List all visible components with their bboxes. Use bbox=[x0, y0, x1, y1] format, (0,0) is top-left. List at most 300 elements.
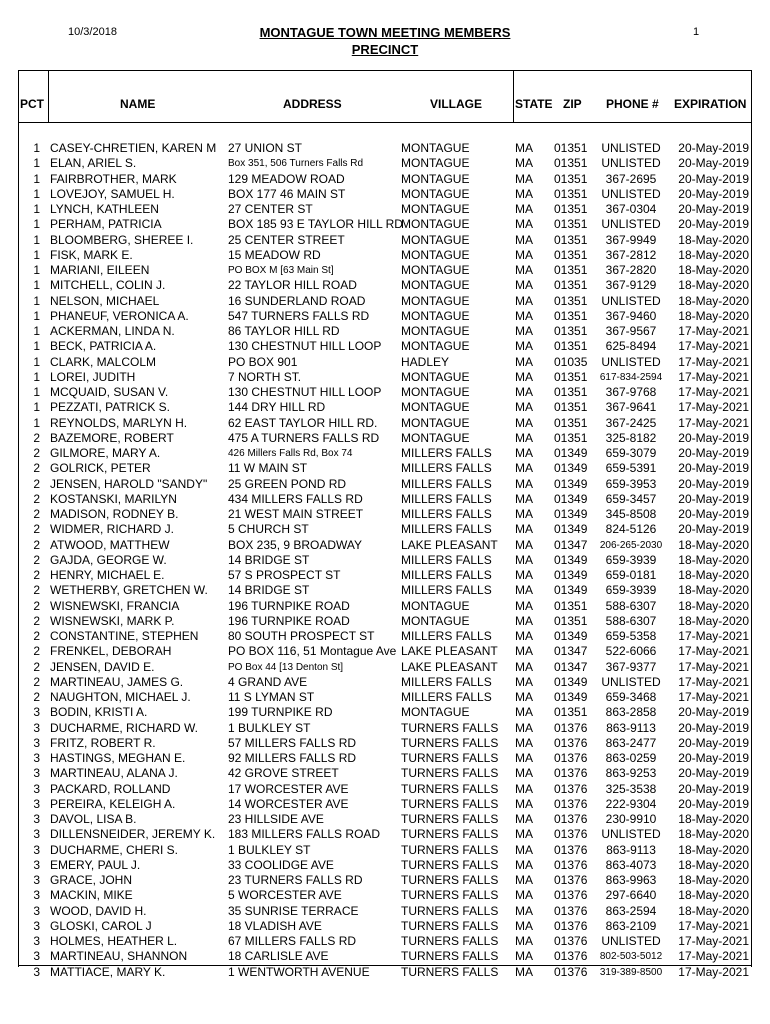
table-row bbox=[18, 355, 751, 370]
village-cell: MILLERS FALLS bbox=[401, 476, 492, 491]
zip-cell: 01376 bbox=[554, 796, 588, 811]
expiration-cell: 18-May-2020 bbox=[678, 552, 749, 567]
zip-cell: 01351 bbox=[554, 324, 588, 338]
expiration-cell: 20-May-2019 bbox=[678, 507, 749, 521]
village-cell: TURNERS FALLS bbox=[401, 751, 499, 765]
name-cell: GLOSKI, CAROL J bbox=[50, 918, 152, 933]
village-cell: TURNERS FALLS bbox=[401, 720, 499, 735]
zip-cell: 01347 bbox=[554, 537, 588, 552]
expiration-cell: 20-May-2019 bbox=[678, 141, 749, 155]
address-cell: 33 COOLIDGE AVE bbox=[228, 857, 334, 872]
phone-cell: 367-2812 bbox=[605, 247, 657, 262]
pct-cell: 2 bbox=[33, 568, 40, 582]
state-cell: MA bbox=[515, 751, 533, 765]
expiration-cell: 17-May-2021 bbox=[678, 918, 749, 933]
state-cell: MA bbox=[515, 735, 533, 750]
state-cell: MA bbox=[515, 705, 533, 720]
zip-cell: 01351 bbox=[554, 202, 588, 216]
pct-cell: 3 bbox=[33, 827, 40, 842]
name-cell: NELSON, MICHAEL bbox=[50, 293, 160, 308]
state-cell: MA bbox=[515, 461, 533, 476]
pct-cell: 2 bbox=[33, 583, 40, 598]
zip-cell: 01349 bbox=[554, 674, 588, 689]
state-cell: MA bbox=[515, 430, 533, 445]
table-row bbox=[18, 873, 751, 888]
address-cell: 475 A TURNERS FALLS RD bbox=[228, 430, 380, 445]
pct-cell: 1 bbox=[33, 278, 40, 293]
zip-cell: 01351 bbox=[554, 293, 588, 308]
pct-cell: 1 bbox=[33, 141, 40, 155]
expiration-cell: 20-May-2019 bbox=[678, 705, 749, 720]
village-cell: MILLERS FALLS bbox=[401, 629, 492, 643]
state-cell: MA bbox=[515, 385, 533, 399]
zip-cell: 01376 bbox=[554, 934, 588, 948]
phone-cell: UNLISTED bbox=[601, 354, 661, 369]
name-cell: WOOD, DAVID H. bbox=[50, 903, 147, 918]
village-cell: MONTAGUE bbox=[401, 141, 470, 155]
phone-cell: 367-9567 bbox=[605, 324, 657, 338]
table-row bbox=[18, 949, 751, 964]
phone-cell: 367-9460 bbox=[605, 308, 657, 323]
pct-cell: 2 bbox=[33, 629, 40, 643]
phone-cell: 863-9253 bbox=[605, 766, 657, 781]
address-cell: 1 BULKLEY ST bbox=[228, 842, 311, 857]
expiration-cell: 20-May-2019 bbox=[678, 430, 749, 445]
phone-cell: 617-834-2594 bbox=[599, 371, 663, 383]
expiration-cell: 20-May-2019 bbox=[678, 156, 749, 171]
state-cell: MA bbox=[515, 934, 533, 948]
phone-cell: 588-6307 bbox=[605, 598, 657, 613]
name-cell: FAIRBROTHER, MARK bbox=[50, 171, 177, 186]
zip-cell: 01351 bbox=[554, 369, 588, 384]
zip-cell: 01351 bbox=[554, 430, 588, 445]
zip-cell: 01349 bbox=[554, 491, 588, 506]
name-cell: KOSTANSKI, MARILYN bbox=[50, 491, 177, 506]
zip-cell: 01351 bbox=[554, 613, 588, 628]
pct-cell: 3 bbox=[33, 888, 40, 903]
expiration-cell: 17-May-2021 bbox=[678, 674, 749, 689]
zip-cell: 01349 bbox=[554, 568, 588, 582]
address-cell: 22 TAYLOR HILL ROAD bbox=[228, 278, 357, 293]
state-cell: MA bbox=[515, 629, 533, 643]
name-cell: GILMORE, MARY A. bbox=[50, 446, 161, 460]
phone-cell: 659-0181 bbox=[605, 568, 657, 582]
address-cell: 92 MILLERS FALLS RD bbox=[228, 751, 357, 765]
address-cell: 80 SOUTH PROSPECT ST bbox=[228, 629, 375, 643]
phone-cell: 367-9641 bbox=[605, 400, 657, 415]
village-cell: MONTAGUE bbox=[401, 339, 470, 354]
village-cell: MONTAGUE bbox=[401, 186, 470, 201]
name-cell: MITCHELL, COLIN J. bbox=[50, 278, 166, 293]
village-cell: TURNERS FALLS bbox=[401, 857, 499, 872]
state-cell: MA bbox=[515, 964, 533, 979]
table-row bbox=[18, 629, 751, 644]
table-row bbox=[18, 690, 751, 705]
phone-cell: 625-8494 bbox=[605, 339, 657, 354]
phone-cell: 863-2109 bbox=[605, 918, 657, 933]
state-cell: MA bbox=[515, 690, 533, 704]
phone-cell: 588-6307 bbox=[605, 613, 657, 628]
table-row bbox=[18, 965, 751, 980]
name-cell: BAZEMORE, ROBERT bbox=[50, 430, 174, 445]
table-row bbox=[18, 477, 751, 492]
pct-cell: 1 bbox=[33, 232, 40, 247]
state-cell: MA bbox=[515, 415, 533, 430]
name-cell: ACKERMAN, LINDA N. bbox=[50, 324, 175, 338]
table-row bbox=[18, 751, 751, 766]
zip-cell: 01349 bbox=[554, 583, 588, 598]
table-row bbox=[18, 568, 751, 583]
pct-cell: 2 bbox=[33, 690, 40, 704]
name-cell: MARTINEAU, SHANNON bbox=[50, 949, 188, 964]
state-cell: MA bbox=[515, 171, 533, 186]
column-header-name: NAME bbox=[120, 97, 156, 111]
state-cell: MA bbox=[515, 812, 533, 826]
zip-cell: 01376 bbox=[554, 812, 588, 826]
phone-cell: 367-9768 bbox=[605, 385, 657, 399]
table-row bbox=[18, 446, 751, 461]
name-cell: CONSTANTINE, STEPHEN bbox=[50, 629, 199, 643]
pct-cell: 3 bbox=[33, 705, 40, 720]
pct-cell: 3 bbox=[33, 964, 40, 979]
table-row bbox=[18, 339, 751, 354]
expiration-cell: 17-May-2021 bbox=[678, 369, 749, 384]
phone-cell: 297-6640 bbox=[605, 888, 657, 903]
name-cell: PERHAM, PATRICIA bbox=[50, 217, 162, 232]
state-cell: MA bbox=[515, 644, 533, 659]
zip-cell: 01351 bbox=[554, 705, 588, 720]
village-cell: MILLERS FALLS bbox=[401, 491, 492, 506]
village-cell: MONTAGUE bbox=[401, 247, 470, 262]
phone-cell: 863-9113 bbox=[606, 842, 656, 857]
village-cell: MILLERS FALLS bbox=[401, 507, 492, 521]
zip-cell: 01351 bbox=[554, 141, 588, 155]
zip-cell: 01349 bbox=[554, 476, 588, 491]
village-cell: MONTAGUE bbox=[401, 263, 470, 277]
state-cell: MA bbox=[515, 491, 533, 506]
zip-cell: 01376 bbox=[554, 781, 588, 796]
village-cell: MONTAGUE bbox=[401, 278, 470, 293]
address-cell: 21 WEST MAIN STREET bbox=[228, 507, 364, 521]
name-cell: BLOOMBERG, SHEREE I. bbox=[50, 232, 194, 247]
address-cell: Box 351, 506 Turners Falls Rd bbox=[228, 158, 364, 170]
village-cell: MILLERS FALLS bbox=[401, 522, 492, 537]
address-cell: 4 GRAND AVE bbox=[228, 674, 308, 689]
name-cell: DUCHARME, CHERI S. bbox=[50, 842, 179, 857]
expiration-cell: 20-May-2019 bbox=[678, 446, 749, 460]
village-cell: HADLEY bbox=[401, 354, 450, 369]
village-cell: MILLERS FALLS bbox=[401, 446, 492, 460]
expiration-cell: 20-May-2019 bbox=[678, 476, 749, 491]
zip-cell: 01351 bbox=[554, 278, 588, 293]
state-cell: MA bbox=[515, 308, 533, 323]
expiration-cell: 17-May-2021 bbox=[678, 385, 749, 399]
pct-cell: 1 bbox=[33, 263, 40, 277]
table-row bbox=[18, 766, 751, 781]
zip-cell: 01376 bbox=[554, 827, 588, 842]
name-cell: PHANEUF, VERONICA A. bbox=[50, 308, 189, 323]
state-cell: MA bbox=[515, 796, 533, 811]
address-cell: 42 GROVE STREET bbox=[228, 766, 339, 781]
expiration-cell: 17-May-2021 bbox=[678, 629, 749, 643]
name-cell: CASEY-CHRETIEN, KAREN M bbox=[50, 141, 217, 155]
table-row bbox=[18, 644, 751, 659]
phone-cell: UNLISTED bbox=[601, 156, 661, 171]
village-cell: TURNERS FALLS bbox=[401, 812, 499, 826]
table-row bbox=[18, 614, 751, 629]
address-cell: 57 MILLERS FALLS RD bbox=[228, 735, 357, 750]
table-row bbox=[18, 431, 751, 446]
village-cell: MONTAGUE bbox=[401, 415, 470, 430]
table-row bbox=[18, 919, 751, 934]
name-cell: PACKARD, ROLLAND bbox=[50, 781, 171, 796]
phone-cell: 367-2695 bbox=[605, 171, 657, 186]
village-cell: MONTAGUE bbox=[401, 324, 470, 338]
phone-cell: 863-9113 bbox=[606, 720, 656, 735]
zip-cell: 01376 bbox=[554, 888, 588, 903]
phone-cell: UNLISTED bbox=[601, 217, 661, 232]
address-cell: 196 TURNPIKE ROAD bbox=[228, 613, 350, 628]
name-cell: WISNEWSKI, FRANCIA bbox=[50, 598, 180, 613]
zip-cell: 01351 bbox=[554, 385, 588, 399]
address-cell: 25 CENTER STREET bbox=[228, 232, 345, 247]
village-cell: MONTAGUE bbox=[401, 400, 470, 415]
name-cell: CLARK, MALCOLM bbox=[50, 354, 157, 369]
state-cell: MA bbox=[515, 507, 533, 521]
expiration-cell: 18-May-2020 bbox=[678, 232, 749, 247]
phone-cell: 659-3939 bbox=[605, 583, 657, 598]
state-cell: MA bbox=[515, 949, 533, 964]
report-title-line1: MONTAGUE TOWN MEETING MEMBERS bbox=[259, 25, 511, 40]
expiration-cell: 17-May-2021 bbox=[678, 949, 749, 964]
table-row bbox=[18, 202, 751, 217]
expiration-cell: 20-May-2019 bbox=[678, 796, 749, 811]
address-cell: 57 S PROSPECT ST bbox=[228, 568, 341, 582]
table-row bbox=[18, 599, 751, 614]
expiration-cell: 20-May-2019 bbox=[678, 781, 749, 796]
zip-cell: 01351 bbox=[554, 232, 588, 247]
address-cell: 14 WORCESTER AVE bbox=[228, 796, 349, 811]
table-row bbox=[18, 827, 751, 842]
table-row bbox=[18, 187, 751, 202]
expiration-cell: 18-May-2020 bbox=[678, 247, 749, 262]
state-cell: MA bbox=[515, 766, 533, 781]
table-row bbox=[18, 461, 751, 476]
column-header-phone: PHONE # bbox=[606, 97, 659, 111]
pct-cell: 1 bbox=[33, 247, 40, 262]
address-cell: 547 TURNERS FALLS RD bbox=[228, 308, 370, 323]
address-cell: BOX 177 46 MAIN ST bbox=[228, 186, 346, 201]
village-cell: TURNERS FALLS bbox=[401, 949, 499, 964]
expiration-cell: 18-May-2020 bbox=[678, 583, 749, 598]
zip-cell: 01347 bbox=[554, 644, 588, 659]
address-cell: 144 DRY HILL RD bbox=[228, 400, 326, 415]
table-row bbox=[18, 797, 751, 812]
zip-cell: 01376 bbox=[554, 735, 588, 750]
pct-cell: 2 bbox=[33, 537, 40, 552]
name-cell: HENRY, MICHAEL E. bbox=[50, 568, 165, 582]
village-cell: MONTAGUE bbox=[401, 217, 470, 232]
page-number: 1 bbox=[693, 26, 700, 38]
address-cell: 14 BRIDGE ST bbox=[228, 583, 310, 598]
pct-cell: 2 bbox=[33, 491, 40, 506]
pct-cell: 1 bbox=[33, 171, 40, 186]
table-row bbox=[18, 263, 751, 278]
zip-cell: 01351 bbox=[554, 400, 588, 415]
name-cell: JENSEN, HAROLD "SANDY" bbox=[50, 476, 208, 491]
phone-cell: 325-8182 bbox=[605, 430, 657, 445]
name-cell: LOREI, JUDITH bbox=[50, 369, 136, 384]
expiration-cell: 17-May-2021 bbox=[678, 324, 749, 338]
expiration-cell: 17-May-2021 bbox=[678, 659, 749, 674]
expiration-cell: 18-May-2020 bbox=[678, 537, 749, 552]
address-cell: PO Box 44 [13 Denton St] bbox=[228, 661, 344, 673]
expiration-cell: 17-May-2021 bbox=[678, 415, 749, 430]
pct-cell: 2 bbox=[33, 507, 40, 521]
address-cell: 5 WORCESTER AVE bbox=[228, 888, 342, 903]
zip-cell: 01376 bbox=[554, 903, 588, 918]
phone-cell: 367-9377 bbox=[605, 659, 657, 674]
expiration-cell: 17-May-2021 bbox=[678, 400, 749, 415]
column-header-pct: PCT bbox=[20, 97, 44, 111]
state-cell: MA bbox=[515, 339, 533, 354]
village-cell: TURNERS FALLS bbox=[401, 735, 499, 750]
state-cell: MA bbox=[515, 293, 533, 308]
name-cell: HOLMES, HEATHER L. bbox=[50, 934, 178, 948]
name-cell: FRITZ, ROBERT R. bbox=[50, 735, 156, 750]
zip-cell: 01351 bbox=[554, 217, 588, 232]
state-cell: MA bbox=[515, 674, 533, 689]
phone-cell: 319-389-8500 bbox=[599, 966, 663, 978]
state-cell: MA bbox=[515, 781, 533, 796]
state-cell: MA bbox=[515, 842, 533, 857]
report-date: 10/3/2018 bbox=[68, 26, 117, 38]
state-cell: MA bbox=[515, 598, 533, 613]
expiration-cell: 18-May-2020 bbox=[678, 278, 749, 293]
state-cell: MA bbox=[515, 476, 533, 491]
table-row bbox=[18, 324, 751, 339]
address-cell: 15 MEADOW RD bbox=[228, 247, 321, 262]
zip-cell: 01376 bbox=[554, 918, 588, 933]
table-row bbox=[18, 156, 751, 171]
state-cell: MA bbox=[515, 659, 533, 674]
pct-cell: 3 bbox=[33, 903, 40, 918]
expiration-cell: 20-May-2019 bbox=[678, 751, 749, 765]
address-cell: BOX 185 93 E TAYLOR HILL RD bbox=[228, 217, 403, 232]
state-cell: MA bbox=[515, 873, 533, 887]
zip-cell: 01347 bbox=[554, 659, 588, 674]
village-cell: TURNERS FALLS bbox=[401, 766, 499, 781]
expiration-cell: 18-May-2020 bbox=[678, 827, 749, 842]
zip-cell: 01376 bbox=[554, 842, 588, 857]
village-cell: TURNERS FALLS bbox=[401, 903, 499, 918]
column-header-zip: ZIP bbox=[563, 97, 582, 111]
pct-cell: 1 bbox=[33, 369, 40, 384]
phone-cell: UNLISTED bbox=[601, 934, 661, 948]
pct-cell: 2 bbox=[33, 446, 40, 460]
phone-cell: 863-0259 bbox=[605, 751, 657, 765]
name-cell: ELAN, ARIEL S. bbox=[50, 156, 137, 171]
expiration-cell: 20-May-2019 bbox=[678, 171, 749, 186]
village-cell: TURNERS FALLS bbox=[401, 827, 499, 842]
table-row bbox=[18, 492, 751, 507]
zip-cell: 01376 bbox=[554, 857, 588, 872]
table-row bbox=[18, 248, 751, 263]
expiration-cell: 18-May-2020 bbox=[678, 857, 749, 872]
address-cell: 86 TAYLOR HILL RD bbox=[228, 324, 340, 338]
phone-cell: 659-5358 bbox=[605, 629, 657, 643]
village-cell: MONTAGUE bbox=[401, 232, 470, 247]
phone-cell: 659-3939 bbox=[605, 552, 657, 567]
name-cell: FRENKEL, DEBORAH bbox=[50, 644, 172, 659]
address-cell: 11 S LYMAN ST bbox=[228, 690, 315, 704]
address-cell: 199 TURNPIKE RD bbox=[228, 705, 333, 720]
table-row bbox=[18, 217, 751, 232]
report-title bbox=[0, 24, 770, 58]
state-cell: MA bbox=[515, 827, 533, 842]
village-cell: TURNERS FALLS bbox=[401, 796, 499, 811]
expiration-cell: 17-May-2021 bbox=[678, 354, 749, 369]
phone-cell: 367-9129 bbox=[605, 278, 657, 293]
expiration-cell: 20-May-2019 bbox=[678, 735, 749, 750]
name-cell: DILLENSNEIDER, JEREMY K. bbox=[50, 827, 216, 842]
zip-cell: 01351 bbox=[554, 263, 588, 277]
column-header-expiration: EXPIRATION bbox=[674, 97, 747, 111]
name-cell: GOLRICK, PETER bbox=[50, 461, 151, 476]
phone-cell: 222-9304 bbox=[605, 796, 657, 811]
zip-cell: 01351 bbox=[554, 339, 588, 354]
name-cell: REYNOLDS, MARLYN H. bbox=[50, 415, 188, 430]
phone-cell: UNLISTED bbox=[601, 293, 661, 308]
phone-cell: 367-0304 bbox=[605, 202, 657, 216]
zip-cell: 01349 bbox=[554, 522, 588, 537]
table-row bbox=[18, 934, 751, 949]
village-cell: MONTAGUE bbox=[401, 369, 470, 384]
address-cell: 434 MILLERS FALLS RD bbox=[228, 491, 363, 506]
table-bottom-rule bbox=[18, 965, 751, 966]
report-title-line2: PRECINCT bbox=[351, 42, 419, 57]
pct-cell: 1 bbox=[33, 339, 40, 354]
phone-cell: UNLISTED bbox=[601, 186, 661, 201]
state-cell: MA bbox=[515, 217, 533, 232]
expiration-cell: 17-May-2021 bbox=[678, 964, 749, 979]
phone-cell: 522-6066 bbox=[605, 644, 657, 659]
table-row bbox=[18, 858, 751, 873]
phone-cell: 659-3079 bbox=[605, 446, 657, 460]
name-cell: MARTINEAU, ALANA J. bbox=[50, 766, 178, 781]
name-cell: FISK, MARK E. bbox=[50, 247, 133, 262]
phone-cell: 824-5126 bbox=[605, 522, 657, 537]
village-cell: MONTAGUE bbox=[401, 156, 470, 171]
name-cell: HASTINGS, MEGHAN E. bbox=[50, 751, 186, 765]
name-cell: JENSEN, DAVID E. bbox=[50, 659, 155, 674]
state-cell: MA bbox=[515, 918, 533, 933]
column-header-state: STATE bbox=[515, 97, 553, 111]
name-cell: DAVOL, LISA B. bbox=[50, 812, 137, 826]
expiration-cell: 17-May-2021 bbox=[678, 934, 749, 948]
address-cell: 17 WORCESTER AVE bbox=[228, 781, 349, 796]
zip-cell: 01376 bbox=[554, 751, 588, 765]
pct-cell: 2 bbox=[33, 430, 40, 445]
expiration-cell: 18-May-2020 bbox=[678, 613, 749, 628]
table-row bbox=[18, 233, 751, 248]
name-cell: WISNEWSKI, MARK P. bbox=[50, 613, 175, 628]
table-row bbox=[18, 660, 751, 675]
state-cell: MA bbox=[515, 263, 533, 277]
state-cell: MA bbox=[515, 400, 533, 415]
address-cell: 16 SUNDERLAND ROAD bbox=[228, 293, 366, 308]
village-cell: MILLERS FALLS bbox=[401, 674, 492, 689]
